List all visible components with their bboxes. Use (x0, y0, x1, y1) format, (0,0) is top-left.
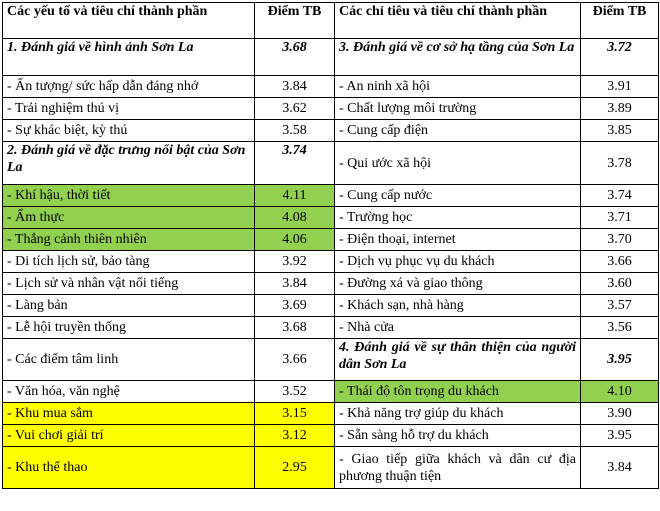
score-value: 3.71 (581, 207, 659, 229)
table-row (3, 381, 659, 403)
criteria-label: - Lễ hội truyền thống (3, 317, 255, 339)
table-header-row (3, 3, 659, 39)
group-title-infrastructure: 3. Đánh giá về cơ sở hạ tầng của Sơn La (335, 39, 581, 76)
criteria-label: - Điện thoại, internet (335, 229, 581, 251)
criteria-label: - Làng bản (3, 295, 255, 317)
group-score: 3.74 (255, 142, 335, 185)
table-row (3, 295, 659, 317)
score-value: 3.60 (581, 273, 659, 295)
score-value: 3.66 (255, 339, 335, 381)
table-row (3, 273, 659, 295)
score-value: 3.78 (581, 142, 659, 185)
criteria-label: - Sẵn sàng hỗ trợ du khách (335, 425, 581, 447)
score-value: 4.11 (255, 185, 335, 207)
criteria-label: - Trường học (335, 207, 581, 229)
score-value: 3.70 (581, 229, 659, 251)
score-value: 3.58 (255, 120, 335, 142)
criteria-label: - Trải nghiệm thú vị (3, 98, 255, 120)
table-row (3, 229, 659, 251)
criteria-label: - Qui ước xã hội (335, 142, 581, 185)
left-score-header: Điểm TB (255, 3, 335, 39)
group-score: 3.72 (581, 39, 659, 76)
group-title-image: 1. Đánh giá về hình ảnh Sơn La (3, 39, 255, 76)
criteria-label: - Sự khác biệt, kỳ thú (3, 120, 255, 142)
criteria-label: - Giao tiếp giữa khách và dân cư địa phương thuận tiện (335, 447, 581, 489)
group-title-friendliness: 4. Đánh giá về sự thân thiện của người dân Sơn La (335, 339, 581, 381)
score-value: 3.52 (255, 381, 335, 403)
table-row (3, 142, 659, 185)
table-row (3, 447, 659, 489)
score-value: 3.74 (581, 185, 659, 207)
table-row (3, 251, 659, 273)
score-value: 4.06 (255, 229, 335, 251)
score-value: 3.91 (581, 76, 659, 98)
right-criteria-header: Các chỉ tiêu và tiêu chí thành phần (335, 3, 581, 39)
score-value: 4.10 (581, 381, 659, 403)
criteria-label: - Ẩm thực (3, 207, 255, 229)
score-value: 3.69 (255, 295, 335, 317)
table-row (3, 339, 659, 381)
criteria-label: - Khu mua sắm (3, 403, 255, 425)
group-title-features: 2. Đánh giá về đặc trưng nổi bật của Sơn La (3, 142, 255, 185)
score-value: 3.90 (581, 403, 659, 425)
right-score-header: Điểm TB (581, 3, 659, 39)
group-score: 3.68 (255, 39, 335, 76)
score-value: 3.62 (255, 98, 335, 120)
criteria-label: - Thắng cảnh thiên nhiên (3, 229, 255, 251)
criteria-label: - Nhà cửa (335, 317, 581, 339)
table-row (3, 403, 659, 425)
criteria-label: - Vui chơi giải trí (3, 425, 255, 447)
score-value: 3.68 (255, 317, 335, 339)
table-row (3, 120, 659, 142)
score-value: 3.92 (255, 251, 335, 273)
score-value: 2.95 (255, 447, 335, 489)
table-row (3, 39, 659, 76)
criteria-label: - Cung cấp điện (335, 120, 581, 142)
score-value: 4.08 (255, 207, 335, 229)
table-row (3, 425, 659, 447)
criteria-label: - Cung cấp nước (335, 185, 581, 207)
criteria-label: - Ấn tượng/ sức hấp dẫn đáng nhớ (3, 76, 255, 98)
score-value: 3.57 (581, 295, 659, 317)
score-value: 3.12 (255, 425, 335, 447)
criteria-label: - Văn hóa, văn nghệ (3, 381, 255, 403)
criteria-label: - Di tích lịch sử, bảo tàng (3, 251, 255, 273)
score-value: 3.15 (255, 403, 335, 425)
score-value: 3.56 (581, 317, 659, 339)
score-value: 3.85 (581, 120, 659, 142)
criteria-label: - Khả năng trợ giúp du khách (335, 403, 581, 425)
group-score: 3.95 (581, 339, 659, 381)
criteria-label: - Thái độ tôn trọng du khách (335, 381, 581, 403)
table-row (3, 317, 659, 339)
left-criteria-header: Các yếu tố và tiêu chí thành phần (3, 3, 255, 39)
score-value: 3.95 (581, 425, 659, 447)
criteria-label: - An ninh xã hội (335, 76, 581, 98)
table-row (3, 185, 659, 207)
survey-score-table (2, 2, 659, 489)
table-row (3, 207, 659, 229)
score-value: 3.84 (255, 76, 335, 98)
table-row (3, 76, 659, 98)
criteria-label: - Các điểm tâm linh (3, 339, 255, 381)
criteria-label: - Đường xá và giao thông (335, 273, 581, 295)
criteria-label: - Khí hậu, thời tiết (3, 185, 255, 207)
score-value: 3.84 (581, 447, 659, 489)
criteria-label: - Dịch vụ phục vụ du khách (335, 251, 581, 273)
score-value: 3.84 (255, 273, 335, 295)
score-value: 3.89 (581, 98, 659, 120)
criteria-label: - Chất lượng môi trường (335, 98, 581, 120)
criteria-label: - Khách sạn, nhà hàng (335, 295, 581, 317)
criteria-label: - Khu thể thao (3, 447, 255, 489)
table-row (3, 98, 659, 120)
score-value: 3.66 (581, 251, 659, 273)
criteria-label: - Lịch sử và nhân vật nổi tiếng (3, 273, 255, 295)
